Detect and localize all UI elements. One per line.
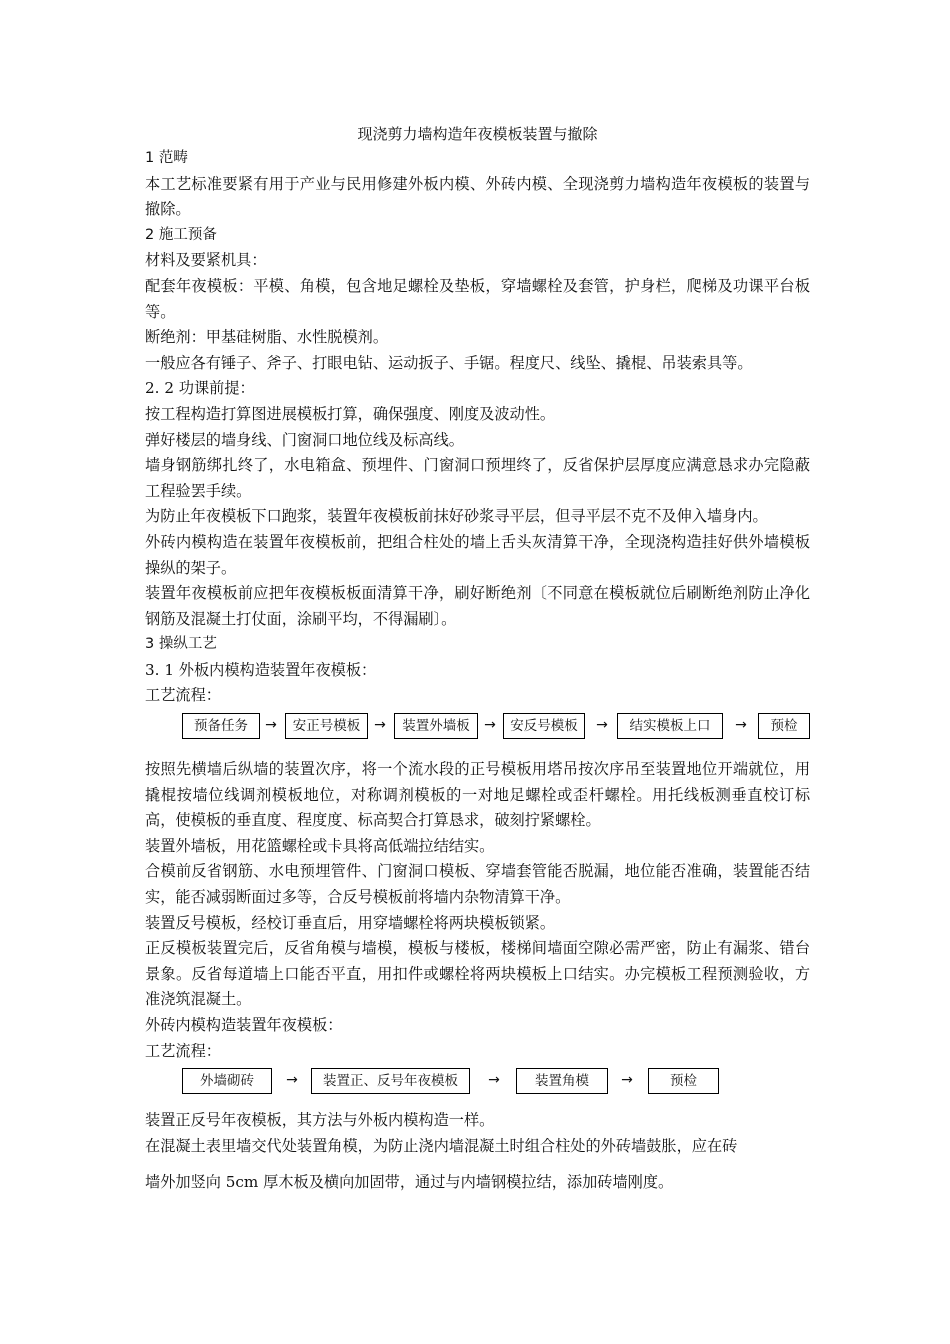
arrow-right-icon: → xyxy=(596,717,608,734)
paragraph: 配套年夜模板：平模、角模，包含地足螺栓及垫板，穿墙螺栓及套管，护身栏，爬梯及功课平台板等。 xyxy=(145,276,810,321)
paragraph: 合模前反省钢筋、水电预埋管件、门窗洞口模板、穿墙套管能否脱漏，地位能否准确，装置能否结实，能否减弱断面过多等，合反号模板前将墙内杂物清算干净。 xyxy=(145,862,810,907)
arrow-right-icon: → xyxy=(374,717,386,734)
flow-step: 安正号模板 xyxy=(285,713,368,739)
arrow-right-icon: → xyxy=(286,1072,298,1089)
paragraph: 按照先横墙后纵墙的装置次序，将一个流水段的正号模板用塔吊按次序吊至装置地位开端就位，用撬棍按墙位线调剂模板地位，对称调剂模板的一对地足螺栓或歪杆螺栓。用托线板测垂直校订标高，使模板的垂直度、程度度、标高契合打算恳求，破刻拧紧螺栓。 xyxy=(145,760,810,830)
section-2-heading: 2 施工预备 xyxy=(145,226,217,243)
arrow-right-icon: → xyxy=(621,1072,633,1089)
paragraph: 正反模板装置完后，反省角模与墙模，模板与楼板，楼梯间墙面空隙必需严密，防止有漏浆、错台景象。反省每道墙上口能否平直，用扣件或螺栓将两块模板上口结实。办完模板工程预测验收，方准浇筑混凝土。 xyxy=(145,939,810,1009)
paragraph: 装置外墙板，用花篮螺栓或卡具将高低端拉结结实。 xyxy=(145,836,495,855)
paragraph: 墙外加竖向 5cm 厚木板及横向加固带，通过与内墙钢模拉结，添加砖墙刚度。 xyxy=(145,1173,674,1192)
arrow-right-icon: → xyxy=(735,717,747,734)
subsection-3-1-heading: 3. 1 外板内模构造装置年夜模板： xyxy=(145,660,377,679)
flow-step: 装置角模 xyxy=(516,1068,608,1094)
flow-step: 安反号模板 xyxy=(503,713,585,739)
paragraph: 装置反号模板，经校订垂直后，用穿墙螺栓将两块模板锁紧。 xyxy=(145,913,556,932)
paragraph: 按工程构造打算图进展模板打算，确保强度、刚度及波动性。 xyxy=(145,404,556,423)
flow-step: 预检 xyxy=(648,1068,719,1094)
arrow-right-icon: → xyxy=(484,717,496,734)
paragraph: 一般应各有锤子、斧子、打眼电钻、运动扳子、手锯。程度尺、线坠、撬棍、吊装索具等。 xyxy=(145,353,753,372)
flow-step: 装置外墙板 xyxy=(394,713,478,739)
paragraph: 装置年夜模板前应把年夜模板板面清算干净，刷好断绝剂〔不同意在模板就位后刷断绝剂防止净化钢筋及混凝土打仗面，涂刷平均，不得漏刷〕。 xyxy=(145,584,810,628)
arrow-right-icon: → xyxy=(488,1072,500,1089)
process-flow-1 xyxy=(145,709,810,757)
flow-step: 预检 xyxy=(758,713,810,739)
flow-step: 结实模板上口 xyxy=(617,713,723,739)
paragraph: 为防止年夜模板下口跑浆，装置年夜模板前抹好砂浆寻平层，但寻平层不克不及伸入墙身内。 xyxy=(145,507,768,526)
paragraph: 墙身钢筋绑扎终了，水电箱盒、预埋件、门窗洞口预埋终了，反省保护层厚度应满意恳求办完隐蔽工程验罢手续。 xyxy=(145,456,810,500)
paragraph: 外砖内模构造在装置年夜模板前，把组合柱处的墙上舌头灰清算干净，全现浇构造挂好供外墙模板操纵的架子。 xyxy=(145,532,810,577)
document-page xyxy=(145,122,810,1196)
paragraph: 在混凝土表里墙交代处装置角模，为防止浇内墙混凝土时组合柱处的外砖墙鼓胀，应在砖 xyxy=(145,1136,738,1155)
flow-label: 工艺流程： xyxy=(145,1041,221,1060)
flow-label: 工艺流程： xyxy=(145,686,221,705)
document-title: 现浇剪力墙构造年夜模板装置与撤除 xyxy=(357,125,598,143)
paragraph: 断绝剂：甲基硅树脂、水性脱模剂。 xyxy=(145,328,388,347)
paragraph: 装置正反号年夜模板，其方法与外板内模构造一样。 xyxy=(145,1111,495,1130)
paragraph: 本工艺标准要紧有用于产业与民用修建外板内模、外砖内模、全现浇剪力墙构造年夜模板的装置与撤除。 xyxy=(145,174,810,219)
section-3-heading: 3 操纵工艺 xyxy=(145,636,217,653)
flow-step: 外墙砌砖 xyxy=(182,1068,272,1094)
flow-step: 装置正、反号年夜模板 xyxy=(311,1068,470,1094)
paragraph: 材料及要紧机具： xyxy=(145,251,267,270)
subsection-2-2-heading: 2. 2 功课前提： xyxy=(145,379,255,398)
process-flow-2 xyxy=(145,1064,810,1108)
paragraph: 弹好楼层的墙身线、门窗洞口地位线及标高线。 xyxy=(145,430,464,449)
arrow-right-icon: → xyxy=(265,717,277,734)
flow-step: 预备任务 xyxy=(182,713,260,739)
paragraph: 外砖内模构造装置年夜模板： xyxy=(145,1016,343,1034)
section-1-heading: 1 范畴 xyxy=(145,150,188,166)
